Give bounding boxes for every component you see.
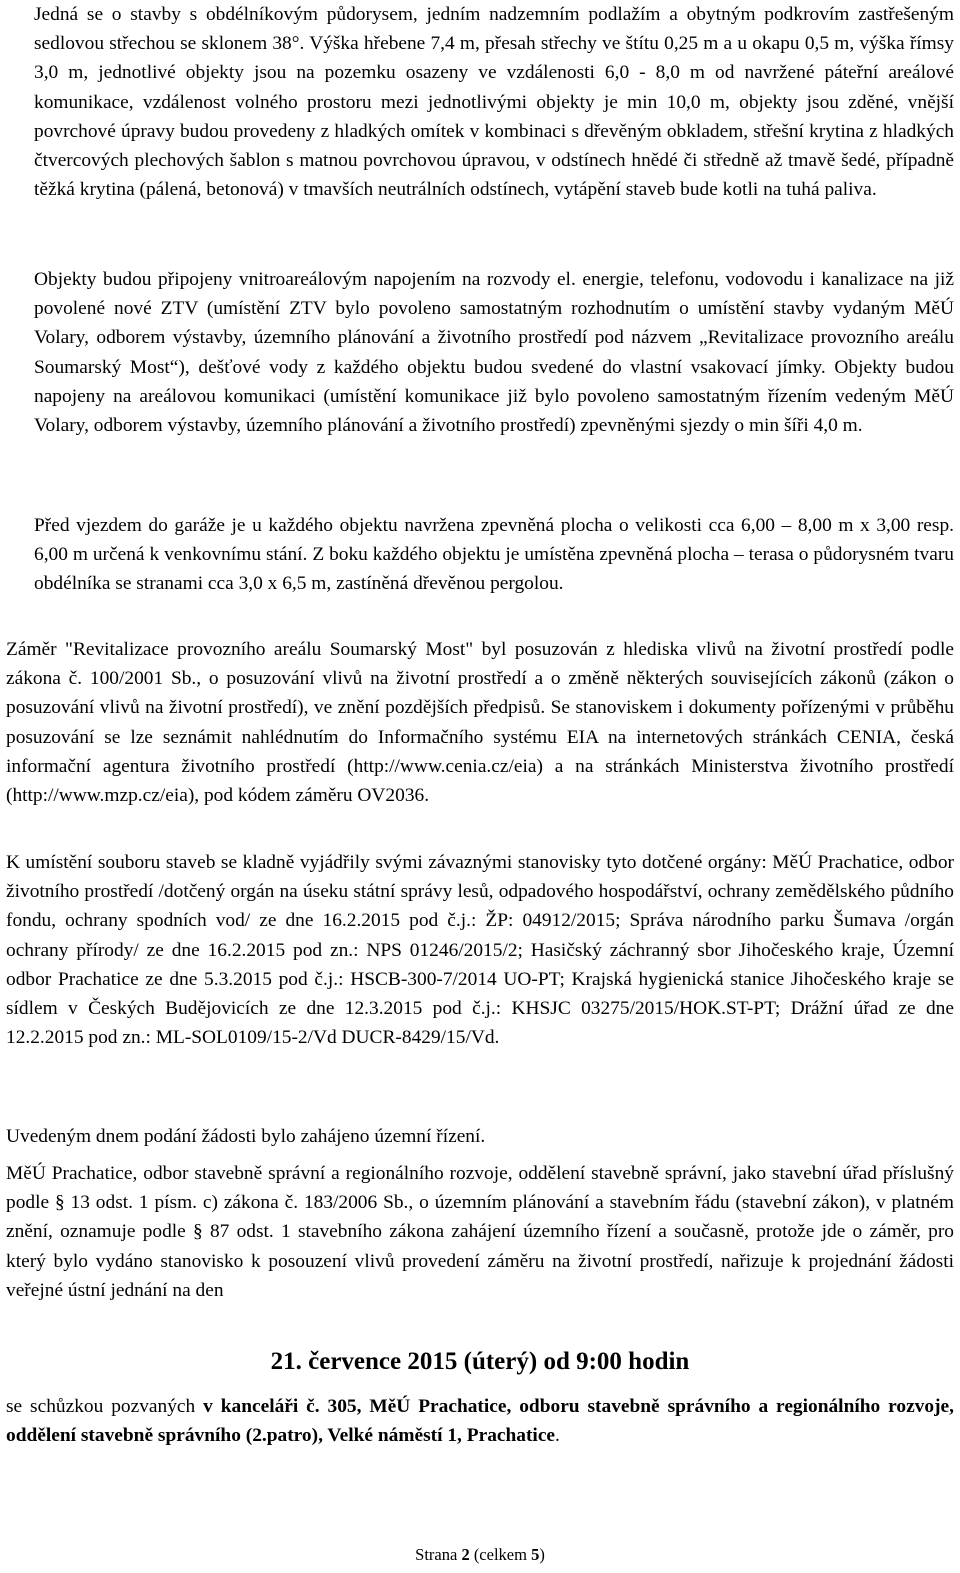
paragraph-eia-assessment: Záměr "Revitalizace provozního areálu Soumarský Most" byl posuzován z hlediska vlivů na životní prostředí podle zákona č. 100/2001 Sb., o posuzování vlivů na životní prostředí a o změně některých souvisejících zákonů (zákon o posuzování vlivů na životní prostředí), ve znění pozdějších předpisů. Se stanoviskem i dokumenty pořízenými v průběhu posuzování se lze seznámit nahlédnutím do Informačního systému EIA na internetových stránkách CENIA, česká informační agentura životního prostředí (http://www.cenia.cz/eia) a na stránkách Ministerstva životního prostředí (http://www.mzp.cz/eia), pod kódem záměru OV2036.	[6, 639, 954, 807]
total-label-open: (celkem	[469, 1545, 532, 1564]
page-footer	[0, 1545, 960, 1565]
meeting-end-punctuation: .	[555, 1425, 560, 1447]
paragraph-meeting-location	[6, 1392, 954, 1450]
hearing-date-heading: 21. července 2015 (úterý) od 9:00 hodin	[270, 1348, 690, 1375]
total-label-close: )	[539, 1545, 545, 1564]
meeting-intro-text: se schůzkou pozvaných	[6, 1396, 204, 1417]
total-pages: 5	[531, 1545, 540, 1564]
page-label: Strana	[415, 1545, 462, 1564]
paragraph-building-description: Jedná se o stavby s obdélníkovým půdorysem, jedním nadzemním podlažím a obytným podkrovím zastřešeným sedlovou střechou se sklonem 38°. Výška hřebene 7,4 m, přesah střechy ve štítu 0,25 m a u okapu 0,5 m, výška římsy 3,0 m, jednotlivé objekty jsou na pozemku osazeny ve vzdálenosti 6,0 - 8,0 m od navržené páteřní areálové komunikace, vzdálenost volného prostoru mezi jednotlivými objekty je min 10,0 m, objekty jsou zděné, vnější povrchové úpravy budou provedeny z hladkých omítek v kombinaci s dřevěným obkladem, střešní krytina z hladkých čtvercových plechových šablon s matnou povrchovou úpravou, v odstínech hnědé či středně až tmavě šedé, případně těžká krytina (pálená, betonová) v tmavších neutrálních odstínech, vytápění staveb bude kotli na tuhá paliva.	[34, 4, 954, 201]
paragraph-announcement: MěÚ Prachatice, odbor stavebně správní a regionálního rozvoje, oddělení stavebně správní, jako stavební úřad příslušný podle § 13 odst. 1 písm. c) zákona č. 183/2006 Sb., o územním plánování a stavebním řádu (stavební zákon), v platném znění, oznamuje podle § 87 odst. 1 stavebního zákona zahájení územního řízení a současně, protože jde o záměr, pro který bylo vydáno stanovisko k posouzení vlivů provedení záměru na životní prostředí, nařizuje k projednání žádosti veřejné ústní jednání na den	[6, 1163, 954, 1301]
paragraph-proceedings-started: Uvedeným dnem podání žádosti bylo zahájeno územní řízení.	[6, 1126, 486, 1147]
page-number: 2	[461, 1545, 470, 1564]
paragraph-paved-area: Před vjezdem do garáže je u každého objektu navržena zpevněná plocha o velikosti cca 6,00 – 8,00 m x 3,00 resp. 6,00 m určená k venkovnímu stání. Z boku každého objektu je umístěna zpevněná plocha – terasa o půdorysném tvaru obdélníka se stranami cca 3,0 x 6,5 m, zastíněná dřevěnou pergolou.	[34, 515, 954, 595]
paragraph-utilities: Objekty budou připojeny vnitroareálovým napojením na rozvody el. energie, telefonu, vodovodu i kanalizace na již povolené nové ZTV (umístění ZTV bylo povoleno samostatným rozhodnutím o umístění stavby vydaným MěÚ Volary, odborem výstavby, územního plánování a životního prostředí pod názvem „Revitalizace provozního areálu Soumarský Most“), dešťové vody z každého objektu budou svedené do vlastní vsakovací jímky. Objekty budou napojeny na areálovou komunikaci (umístění komunikace již bylo povoleno samostatným řízením vedeným MěÚ Volary, odborem výstavby, územního plánování a životního prostředí) zpevněnými sjezdy o min šíři 4,0 m.	[34, 269, 954, 437]
paragraph-authority-opinions: K umístění souboru staveb se kladně vyjádřily svými závaznými stanovisky tyto dotčené orgány: MěÚ Prachatice, odbor životního prostředí /dotčený orgán na úseku státní správy lesů, odpadového hospodářství, ochrany zemědělského půdního fondu, ochrany spodních vod/ ze dne 16.2.2015 pod č.j.: ŽP: 04912/2015; Správa národního parku Šumava /orgán ochrany přírody/ ze dne 16.2.2015 pod zn.: NPS 01246/2015/2; Hasičský záchranný sbor Jihočeského kraje, Územní odbor Prachatice ze dne 5.3.2015 pod č.j.: HSCB-300-7/2014 UO-PT; Krajská hygienická stanice Jihočeského kraje se sídlem v Českých Budějovicích ze dne 12.3.2015 pod č.j.: KHSJC 03275/2015/HOK.ST-PT; Drážní úřad ze dne 12.2.2015 pod zn.: ML-SOL0109/15-2/Vd DUCR-8429/15/Vd.	[6, 852, 954, 1049]
meeting-location-text: v kanceláři č. 305, MěÚ Prachatice, odboru stavebně správního a regionálního rozvoje, oddělení stavebně správního (2.patro), Velké náměstí 1, Prachatice	[6, 1396, 954, 1447]
